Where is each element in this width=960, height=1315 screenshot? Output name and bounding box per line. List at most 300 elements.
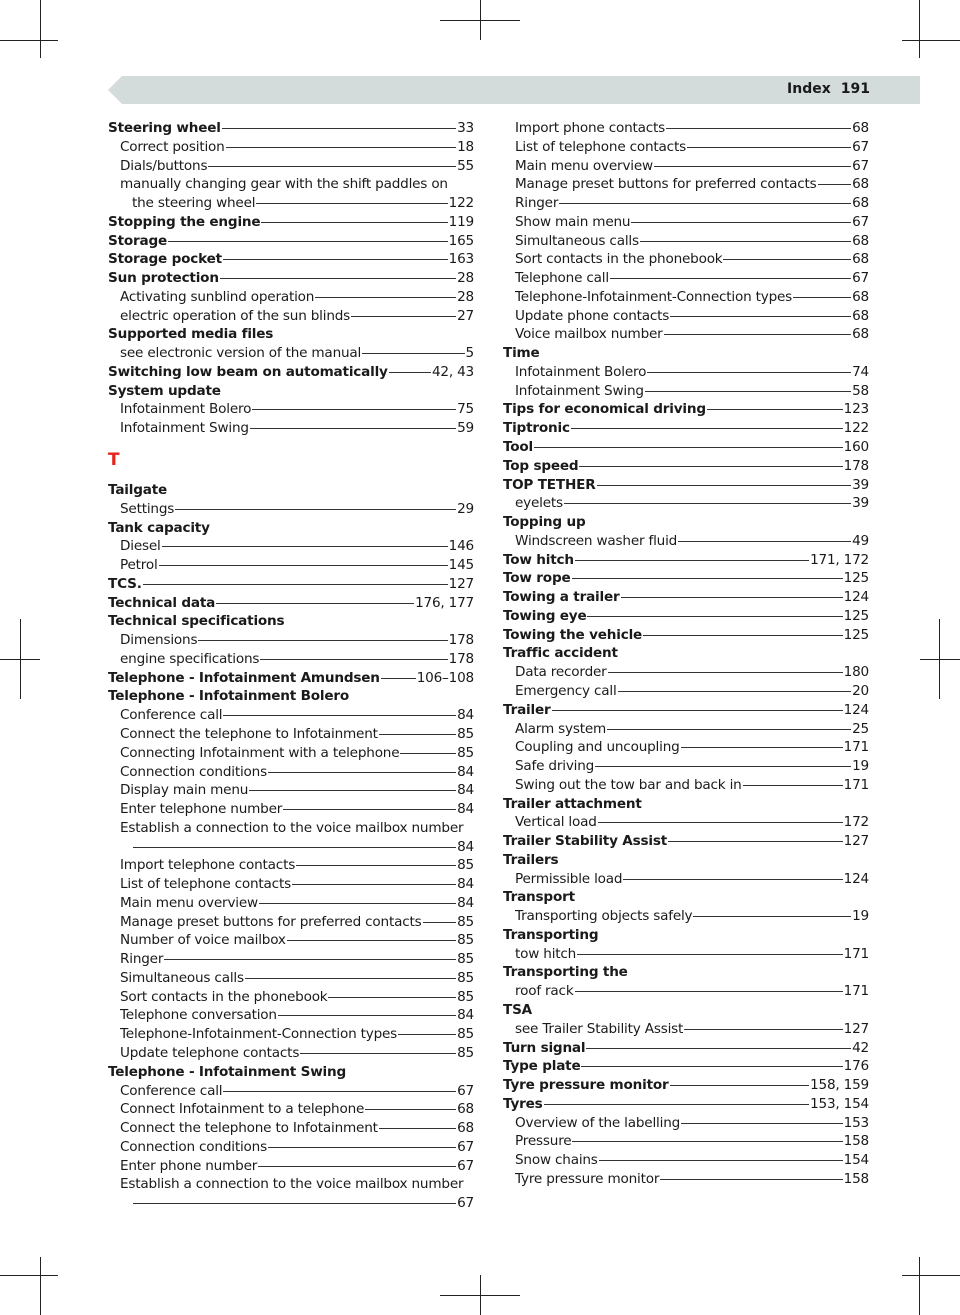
index-subentry — [108, 1157, 474, 1176]
index-entry — [108, 687, 474, 706]
dot-leader — [660, 1179, 842, 1180]
entry-label: Enter phone number — [120, 1157, 258, 1174]
entry-label: Connecting Infotainment with a telephone — [120, 744, 400, 761]
entry-page-reference: 28 — [457, 270, 474, 287]
index-subentry — [503, 213, 869, 232]
entry-label: Vertical load — [515, 814, 597, 831]
dot-leader — [647, 372, 851, 373]
index-entry — [108, 119, 474, 138]
index-entry — [503, 400, 869, 419]
index-entry — [503, 888, 869, 907]
index-subentry — [108, 175, 474, 194]
dot-leader — [598, 822, 843, 823]
dot-leader — [223, 715, 456, 716]
entry-page-reference: 125 — [843, 607, 869, 624]
entry-label: Infotainment Swing — [120, 420, 249, 437]
index-subentry — [108, 650, 474, 669]
index-subentry — [108, 500, 474, 519]
entry-page-reference: 28 — [457, 288, 474, 305]
entry-label: Supported media files — [108, 326, 274, 343]
entry-label: Main menu overview — [120, 894, 258, 911]
entry-label: Petrol — [120, 557, 158, 574]
index-subentry — [108, 1006, 474, 1025]
dot-leader — [400, 753, 456, 754]
entry-label: Technical specifications — [108, 613, 285, 630]
entry-page-reference: 39 — [852, 495, 869, 512]
index-subentry — [108, 1082, 474, 1101]
entry-page-reference: 158 — [843, 1170, 869, 1187]
dot-leader — [564, 503, 851, 504]
index-entry — [108, 481, 474, 500]
entry-page-reference: 84 — [457, 707, 474, 724]
dot-leader — [681, 1123, 843, 1124]
entry-page-reference: 122 — [448, 195, 474, 212]
entry-page-reference: 158, 159 — [810, 1077, 869, 1094]
entry-label: Tiptronic — [503, 420, 570, 437]
index-subentry — [503, 1114, 869, 1133]
entry-page-reference: 68 — [852, 326, 869, 343]
entry-label: Trailer Stability Assist — [503, 833, 668, 850]
entry-page-reference: 153, 154 — [810, 1095, 869, 1112]
entry-page-reference: 84 — [457, 782, 474, 799]
dot-leader — [168, 241, 448, 242]
entry-page-reference: 68 — [852, 288, 869, 305]
entry-page-reference: 85 — [457, 1026, 474, 1043]
entry-label: Sort contacts in the phonebook — [120, 988, 328, 1005]
entry-label: Turn signal — [503, 1039, 586, 1056]
entry-label: Time — [503, 345, 540, 362]
dot-leader — [534, 447, 843, 448]
entry-page-reference: 18 — [457, 138, 474, 155]
index-entry — [108, 1063, 474, 1082]
index-subentry — [108, 838, 474, 857]
index-subentry — [108, 1025, 474, 1044]
entry-page-reference: 125 — [843, 626, 869, 643]
entry-page-reference: 27 — [457, 307, 474, 324]
dot-leader — [818, 184, 852, 185]
dot-leader — [670, 316, 851, 317]
entry-page-reference: 146 — [448, 538, 474, 555]
index-entry — [108, 325, 474, 344]
dot-leader — [287, 940, 456, 941]
index-entry — [108, 382, 474, 401]
entry-page-reference: 84 — [457, 894, 474, 911]
dot-leader — [292, 884, 456, 885]
entry-page-reference: 42 — [852, 1039, 869, 1056]
index-entry — [108, 250, 474, 269]
dot-leader — [162, 546, 448, 547]
dot-leader — [278, 1015, 456, 1016]
entry-label: Coupling and uncoupling — [515, 739, 680, 756]
index-subentry — [503, 738, 869, 757]
dot-leader — [143, 584, 448, 585]
entry-label: Tyres — [503, 1095, 543, 1112]
index-subentry — [108, 763, 474, 782]
entry-label: Dimensions — [120, 632, 198, 649]
index-subentry — [108, 307, 474, 326]
index-subentry — [503, 494, 869, 513]
dot-leader — [245, 978, 456, 979]
entry-label: Stopping the engine — [108, 213, 261, 230]
index-subentry — [503, 532, 869, 551]
index-entry — [108, 594, 474, 613]
entry-label: Towing the vehicle — [503, 626, 643, 643]
dot-leader — [618, 691, 852, 692]
entry-page-reference: 172 — [843, 814, 869, 831]
index-subentry — [503, 813, 869, 832]
dot-leader — [223, 259, 448, 260]
dot-leader — [175, 509, 456, 510]
dot-leader — [687, 147, 851, 148]
entry-page-reference: 154 — [843, 1152, 869, 1169]
entry-page-reference: 171, 172 — [810, 551, 869, 568]
entry-page-reference: 25 — [852, 720, 869, 737]
entry-page-reference: 171 — [843, 739, 869, 756]
dot-leader — [328, 997, 456, 998]
index-subentry — [503, 663, 869, 682]
crop-mark — [919, 1257, 920, 1315]
entry-label: Connect the telephone to Infotainment — [120, 1120, 378, 1137]
index-subentry — [108, 744, 474, 763]
entry-label: Connection conditions — [120, 1138, 267, 1155]
entry-label: Snow chains — [515, 1152, 598, 1169]
entry-page-reference: 68 — [457, 1120, 474, 1137]
index-subentry — [503, 982, 869, 1001]
index-entry — [503, 701, 869, 720]
index-subentry — [503, 1170, 869, 1189]
entry-page-reference: 68 — [852, 251, 869, 268]
entry-page-reference: 122 — [843, 420, 869, 437]
entry-label: Number of voice mailbox — [120, 932, 286, 949]
entry-page-reference: 106–108 — [416, 669, 474, 686]
entry-page-reference: 85 — [457, 988, 474, 1005]
index-subentry — [108, 875, 474, 894]
entry-label: Swing out the tow bar and back in — [515, 776, 742, 793]
index-subentry — [108, 288, 474, 307]
index-entry — [503, 457, 869, 476]
entry-page-reference: 85 — [457, 857, 474, 874]
entry-label: Import phone contacts — [515, 120, 666, 136]
index-subentry — [503, 870, 869, 889]
crop-mark — [902, 40, 960, 41]
index-column-left — [108, 119, 474, 1213]
entry-page-reference: 85 — [457, 1044, 474, 1061]
entry-page-reference: 49 — [852, 532, 869, 549]
index-entry — [503, 851, 869, 870]
entry-label: Connect Infotainment to a telephone — [120, 1101, 365, 1118]
entry-page-reference: 58 — [852, 382, 869, 399]
entry-page-reference: 85 — [457, 932, 474, 949]
entry-page-reference: 171 — [843, 983, 869, 1000]
index-subentry — [503, 1020, 869, 1039]
dot-leader — [544, 1104, 810, 1105]
entry-label: Storage pocket — [108, 251, 222, 268]
entry-label: Voice mailbox number — [515, 326, 663, 343]
dot-leader — [133, 1203, 456, 1204]
index-entry — [503, 1001, 869, 1020]
dot-leader — [668, 841, 843, 842]
crop-mark — [480, 1275, 481, 1315]
entry-page-reference: 85 — [457, 725, 474, 742]
entry-page-reference: 160 — [843, 439, 869, 456]
index-subentry — [503, 1151, 869, 1170]
index-subentry — [503, 307, 869, 326]
index-entry — [503, 832, 869, 851]
index-subentry — [108, 706, 474, 725]
entry-label: System update — [108, 382, 221, 399]
index-entry — [503, 926, 869, 945]
entry-label: Towing a trailer — [503, 589, 620, 606]
entry-label: eyelets — [515, 495, 563, 512]
entry-page-reference: 67 — [852, 213, 869, 230]
entry-page-reference: 163 — [448, 251, 474, 268]
entry-page-reference: 68 — [852, 195, 869, 212]
index-entry — [503, 438, 869, 457]
index-entry — [503, 513, 869, 532]
entry-page-reference: 67 — [457, 1082, 474, 1099]
entry-label: Telephone - Infotainment Swing — [108, 1063, 347, 1080]
index-subentry — [503, 157, 869, 176]
entry-page-reference: 85 — [457, 913, 474, 930]
index-subentry — [503, 194, 869, 213]
dot-leader — [608, 672, 843, 673]
entry-page-reference: 5 — [465, 345, 474, 362]
dot-leader — [258, 1166, 456, 1167]
entry-label: Diesel — [120, 538, 161, 555]
entry-page-reference: 20 — [852, 682, 869, 699]
index-subentry — [108, 856, 474, 875]
dot-leader — [610, 278, 851, 279]
index-entry — [108, 612, 474, 631]
dot-leader — [623, 879, 842, 880]
entry-label: Tank capacity — [108, 519, 210, 536]
index-entry — [503, 1057, 869, 1076]
dot-leader — [220, 278, 456, 279]
dot-leader — [133, 847, 456, 848]
entry-label: Main menu overview — [515, 157, 653, 174]
entry-label: Topping up — [503, 514, 586, 531]
entry-page-reference: 85 — [457, 969, 474, 986]
entry-label: Overview of the labelling — [515, 1114, 681, 1131]
entry-label: Sun protection — [108, 270, 219, 287]
entry-label: Safe driving — [515, 758, 595, 775]
entry-label: Pressure — [515, 1133, 572, 1150]
entry-label: Infotainment Swing — [515, 382, 644, 399]
entry-page-reference: 84 — [457, 838, 474, 855]
index-subentry — [108, 1194, 474, 1213]
index-subentry — [108, 988, 474, 1007]
dot-leader — [664, 334, 852, 335]
dot-leader — [572, 1141, 842, 1142]
entry-page-reference: 84 — [457, 1007, 474, 1024]
entry-label: Manage preset buttons for preferred contacts — [515, 176, 817, 193]
entry-label: Tips for economical driving — [503, 401, 706, 418]
index-subentry — [503, 288, 869, 307]
entry-page-reference: 171 — [843, 776, 869, 793]
entry-label: Telephone call — [515, 270, 609, 287]
index-subentry — [108, 781, 474, 800]
entry-label: Permissible load — [515, 870, 623, 887]
index-subentry — [108, 400, 474, 419]
dot-leader — [300, 1053, 456, 1054]
dot-leader — [559, 203, 851, 204]
index-subentry — [108, 157, 474, 176]
entry-label: Enter telephone number — [120, 801, 283, 818]
entry-page-reference: 119 — [448, 213, 474, 230]
entry-label: roof rack — [515, 983, 574, 1000]
entry-label: Establish a connection to the voice mailbox number — [120, 819, 464, 836]
dot-leader — [250, 428, 456, 429]
crop-mark — [920, 659, 960, 660]
entry-label: Towing eye — [503, 607, 587, 624]
dot-leader — [256, 203, 447, 204]
dot-leader — [379, 1128, 456, 1129]
dot-leader — [793, 297, 851, 298]
index-subentry — [108, 344, 474, 363]
entry-label: Switching low beam on automatically — [108, 363, 388, 380]
entry-label: Transporting — [503, 926, 599, 943]
dot-leader — [268, 772, 456, 773]
entry-label: Telephone conversation — [120, 1007, 277, 1024]
entry-label: Tool — [503, 439, 534, 456]
entry-label: TOP TETHER — [503, 476, 596, 493]
dot-leader — [379, 734, 456, 735]
index-subentry — [503, 325, 869, 344]
dot-leader — [351, 316, 456, 317]
dot-leader — [164, 959, 456, 960]
entry-label: Update telephone contacts — [120, 1044, 300, 1061]
index-subentry — [108, 194, 474, 213]
dot-leader — [595, 766, 851, 767]
crop-mark — [40, 1257, 41, 1315]
dot-leader — [423, 922, 457, 923]
index-entry — [108, 575, 474, 594]
entry-page-reference: 145 — [448, 557, 474, 574]
entry-label: Telephone-Infotainment-Connection types — [515, 288, 793, 305]
index-subentry — [503, 1132, 869, 1151]
entry-label: manually changing gear with the shift paddles on — [120, 176, 448, 193]
crop-mark — [480, 0, 481, 40]
dot-leader — [315, 297, 456, 298]
entry-label: Settings — [120, 500, 175, 517]
entry-label: List of telephone contacts — [120, 876, 291, 893]
entry-page-reference: 55 — [457, 157, 474, 174]
index-subentry — [108, 556, 474, 575]
dot-leader — [362, 353, 464, 354]
entry-label: Infotainment Bolero — [515, 363, 647, 380]
entry-label: Alarm system — [515, 720, 607, 737]
entry-page-reference: 180 — [843, 664, 869, 681]
entry-label: Import telephone contacts — [120, 857, 296, 874]
index-entry — [503, 626, 869, 645]
entry-label: Top speed — [503, 457, 579, 474]
index-entry — [503, 1095, 869, 1114]
entry-label: Tyre pressure monitor — [515, 1170, 660, 1187]
entry-page-reference: 178 — [448, 650, 474, 667]
entry-page-reference: 125 — [843, 570, 869, 587]
entry-page-reference: 33 — [457, 120, 474, 136]
dot-leader — [198, 640, 447, 641]
index-subentry — [503, 945, 869, 964]
entry-label: Establish a connection to the voice mailbox number — [120, 1176, 464, 1193]
entry-label: Telephone - Infotainment Amundsen — [108, 669, 380, 686]
entry-label: Transport — [503, 889, 575, 906]
dot-leader — [283, 809, 456, 810]
entry-page-reference: 158 — [843, 1133, 869, 1150]
index-subentry — [503, 269, 869, 288]
dot-leader — [222, 128, 456, 129]
entry-label: Ringer — [120, 951, 164, 968]
entry-page-reference: 67 — [852, 138, 869, 155]
entry-page-reference: 68 — [852, 232, 869, 249]
dot-leader — [398, 1034, 456, 1035]
entry-label: Connection conditions — [120, 763, 267, 780]
entry-label: tow hitch — [515, 945, 577, 962]
dot-leader — [597, 485, 852, 486]
index-subentry — [108, 969, 474, 988]
entry-label: Trailer attachment — [503, 795, 642, 812]
dot-leader — [643, 635, 843, 636]
index-entry — [503, 607, 869, 626]
entry-label: Telephone-Infotainment-Connection types — [120, 1026, 398, 1043]
dot-leader — [579, 466, 842, 467]
dot-leader — [259, 903, 456, 904]
dot-leader — [670, 1085, 810, 1086]
dot-leader — [681, 747, 843, 748]
index-subentry — [503, 138, 869, 157]
entry-label: Traffic accident — [503, 645, 618, 662]
index-subentry — [108, 1044, 474, 1063]
dot-leader — [365, 1109, 456, 1110]
dot-leader — [678, 541, 851, 542]
entry-page-reference: 84 — [457, 876, 474, 893]
index-subentry — [108, 1119, 474, 1138]
index-entry — [503, 1076, 869, 1095]
entry-label: Conference call — [120, 707, 223, 724]
index-subentry — [108, 1138, 474, 1157]
index-subentry — [503, 720, 869, 739]
entry-label: Show main menu — [515, 213, 631, 230]
index-entry — [503, 344, 869, 363]
dot-leader — [640, 241, 851, 242]
entry-label: Connect the telephone to Infotainment — [120, 725, 378, 742]
dot-leader — [621, 597, 843, 598]
index-entry — [503, 569, 869, 588]
index-letter-heading: T — [108, 450, 120, 471]
index-subentry — [108, 631, 474, 650]
entry-label: Simultaneous calls — [120, 969, 244, 986]
entry-label: see Trailer Stability Assist — [515, 1020, 684, 1037]
dot-leader — [684, 1029, 842, 1030]
dot-leader — [575, 991, 843, 992]
dot-leader — [260, 659, 447, 660]
entry-label: Conference call — [120, 1082, 223, 1099]
entry-label: Ringer — [515, 195, 559, 212]
entry-page-reference: 19 — [852, 758, 869, 775]
entry-page-reference: 59 — [457, 420, 474, 437]
entry-label: Update phone contacts — [515, 307, 670, 324]
entry-label: see electronic version of the manual — [120, 345, 362, 362]
dot-leader — [249, 790, 456, 791]
dot-leader — [654, 166, 851, 167]
dot-leader — [268, 1147, 456, 1148]
crop-mark — [20, 619, 21, 699]
index-subentry — [108, 819, 474, 838]
index-subentry — [503, 757, 869, 776]
dot-leader — [586, 1048, 851, 1049]
index-entry — [503, 963, 869, 982]
dot-leader — [707, 409, 843, 410]
